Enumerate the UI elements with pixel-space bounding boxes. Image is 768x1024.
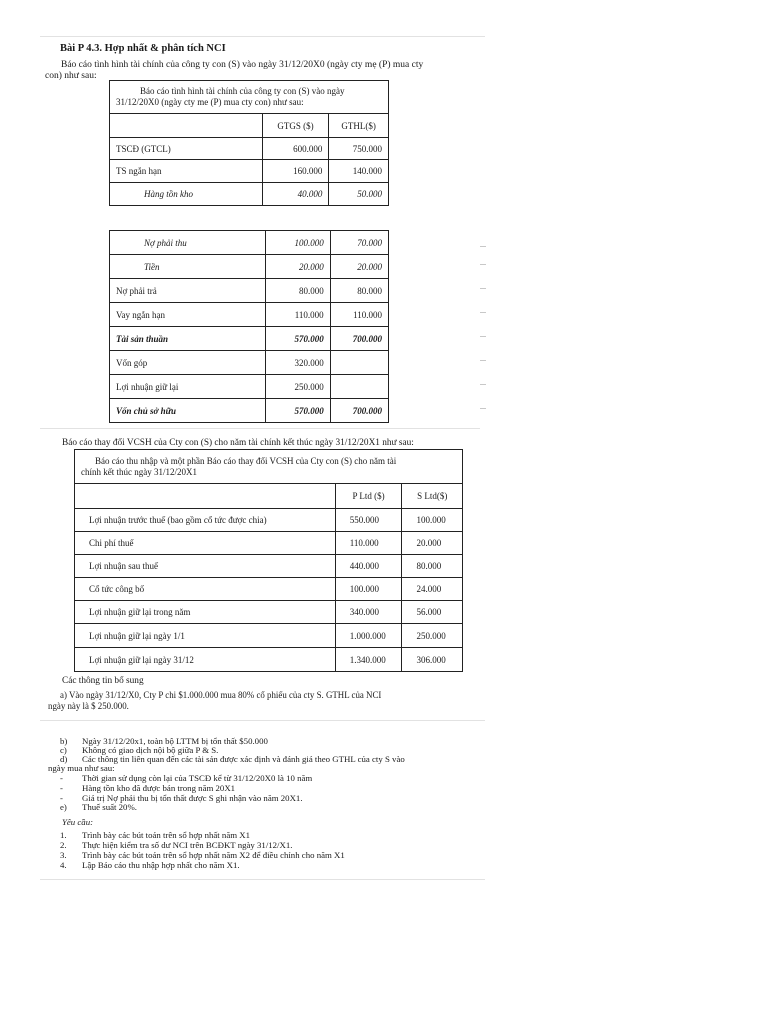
info-a-line1: a) Vào ngày 31/12/X0, Cty P chi $1.000.000 mua 80% cổ phiếu của cty S. GTHL của NCI (60, 690, 382, 700)
list-item (60, 831, 250, 840)
table-cell-gthl: 700.000 (330, 399, 388, 423)
table-cell-s: 250.000 (402, 624, 463, 648)
top-divider (40, 36, 485, 37)
table-cell-p: 110.000 (335, 532, 402, 555)
requirements-heading: Yêu cầu: (62, 817, 94, 827)
table-cell-gthl: 50.000 (329, 183, 389, 206)
table-cell-gtgs: 40.000 (262, 183, 329, 206)
intro-line-1: Báo cáo tình hình tài chính của công ty con (S) vào ngày 31/12/20X0 (ngày cty mẹ (P) mua cty (61, 60, 424, 70)
table-row-label: Lợi nhuận giữ lại ngày 31/12 (75, 648, 336, 672)
margin-mark (480, 336, 486, 337)
table1-header-gtgs: GTGS ($) (262, 114, 329, 138)
table-cell-p: 550.000 (335, 509, 402, 532)
list-marker: 2. (60, 840, 67, 850)
table-cell-gthl: 140.000 (329, 160, 389, 183)
list-text: Không có giao dịch nội bộ giữa P & S. (82, 745, 219, 755)
table-row-label: TS ngắn hạn (110, 160, 263, 183)
table1-caption-line1: Báo cáo tình hình tài chính của công ty con (S) vào ngày (140, 86, 345, 96)
table-row-label: Vốn góp (110, 351, 266, 375)
table-row-label: Tài sản thuần (110, 327, 266, 351)
table-cell-gtgs: 80.000 (265, 279, 330, 303)
margin-mark (480, 408, 486, 409)
list-marker: e) (60, 802, 67, 812)
list-marker: d) (60, 754, 68, 764)
list-text: Thuế suất 20%. (82, 802, 137, 812)
table3-caption-line1: Báo cáo thu nhập và một phần Báo cáo thay đổi VCSH của Cty con (S) cho năm tài (95, 455, 397, 466)
list-text: Ngày 31/12/20x1, toàn bộ LTTM bị tổn thất $50.000 (82, 736, 268, 746)
exercise-title: Bài P 4.3. Hợp nhất & phân tích NCI (60, 43, 226, 54)
list-marker: 4. (60, 860, 67, 870)
list-text: Trình bày các bút toán trên sổ hợp nhất năm X2 để điều chỉnh cho năm X1 (82, 850, 345, 860)
table-row-label: Cổ tức công bố (75, 578, 336, 601)
table-cell-gthl: 750.000 (329, 138, 389, 160)
table-cell-s: 20.000 (402, 532, 463, 555)
list-item (60, 851, 345, 860)
balance-table-part1 (109, 80, 389, 206)
table-row-label: Lợi nhuận sau thuế (75, 555, 336, 578)
table-row-label: Tiền (110, 255, 266, 279)
list-item (60, 841, 292, 850)
table1-header-empty (110, 114, 263, 138)
table1-caption-line2: 31/12/20X0 (ngày cty me (P) mua cty con) như sau: (116, 97, 304, 107)
table-row-label: Vốn chủ sở hữu (110, 399, 266, 423)
table-cell-gthl: 110.000 (330, 303, 388, 327)
table-cell-s: 24.000 (402, 578, 463, 601)
section-divider (40, 428, 480, 429)
table-cell-gtgs: 20.000 (265, 255, 330, 279)
table-cell-gthl: 700.000 (330, 327, 388, 351)
table-row-label: Lợi nhuận giữ lại (110, 375, 266, 399)
list-text: Thời gian sử dụng còn lại của TSCĐ kể từ 31/12/20X0 là 10 năm (82, 773, 313, 783)
table-row-label: Lợi nhuận giữ lại ngày 1/1 (75, 624, 336, 648)
info-heading: Các thông tin bổ sung (62, 676, 144, 686)
margin-mark (480, 312, 486, 313)
table3-header-s: S Ltd($) (402, 484, 463, 509)
list-marker: b) (60, 736, 68, 746)
table3-header-empty (75, 484, 336, 509)
table-row-label: TSCĐ (GTCL) (110, 138, 263, 160)
intro-paragraph (45, 60, 485, 82)
margin-mark (480, 360, 486, 361)
table-cell-gthl (330, 351, 388, 375)
list-text: Giá trị Nợ phải thu bị tổn thất được S ghi nhận vào năm 20X1. (82, 793, 303, 803)
table-cell-gtgs: 100.000 (265, 231, 330, 255)
table-cell-s: 80.000 (402, 555, 463, 578)
table-row-label: Nợ phải trả (110, 279, 266, 303)
table-cell-gtgs: 600.000 (262, 138, 329, 160)
table-row-label: Nợ phải thu (110, 231, 266, 255)
table1-caption (110, 81, 389, 114)
margin-mark (480, 288, 486, 289)
list-text: Trình bày các bút toán trên sổ hợp nhất năm X1 (82, 830, 251, 840)
table-row-label: Chi phí thuế (75, 532, 336, 555)
table-cell-gtgs: 250.000 (265, 375, 330, 399)
list-marker: - (60, 793, 63, 803)
list-marker: c) (60, 745, 67, 755)
table-cell-p: 340.000 (335, 601, 402, 624)
table-cell-gtgs: 570.000 (265, 327, 330, 351)
table-cell-gthl (330, 375, 388, 399)
table-cell-s: 100.000 (402, 509, 463, 532)
list-text: Thực hiện kiểm tra số dư NCI trên BCĐKT ngày 31/12/X1. (82, 840, 293, 850)
table-row-label: Lợi nhuận giữ lại trong năm (75, 601, 336, 624)
list-marker: 1. (60, 830, 67, 840)
table-cell-gthl: 70.000 (330, 231, 388, 255)
section-divider-2 (40, 720, 485, 721)
balance-table-part2 (109, 230, 389, 423)
table-cell-gtgs: 110.000 (265, 303, 330, 327)
intro-line-2: con) như sau: (45, 71, 97, 81)
table-cell-gthl: 20.000 (330, 255, 388, 279)
table-cell-p: 100.000 (335, 578, 402, 601)
table-cell-p: 1.000.000 (335, 624, 402, 648)
table-row-label: Lợi nhuận trước thuế (bao gồm cổ tức được chia) (75, 509, 336, 532)
table-cell-gtgs: 570.000 (265, 399, 330, 423)
margin-mark (480, 246, 486, 247)
income-statement-table (74, 449, 463, 672)
bottom-divider (40, 879, 485, 880)
info-a-line2: ngày này là $ 250.000. (48, 701, 129, 711)
list-item (60, 861, 240, 870)
table-cell-p: 440.000 (335, 555, 402, 578)
list-text: Các thông tin liên quan đến các tài sản được xác định và đánh giá theo GTHL của cty S vào (82, 754, 405, 764)
table-cell-gtgs: 160.000 (262, 160, 329, 183)
margin-mark (480, 264, 486, 265)
margin-mark (480, 384, 486, 385)
list-item (60, 803, 137, 812)
table-cell-s: 306.000 (402, 648, 463, 672)
table1-header-gthl: GTHL($) (329, 114, 389, 138)
list-marker: 3. (60, 850, 67, 860)
list-text: Hàng tồn kho đã được bán trong năm 20X1 (82, 783, 236, 793)
table3-caption-line2: chính kết thúc ngày 31/12/20X1 (81, 466, 197, 477)
table3-header-p: P Ltd ($) (335, 484, 402, 509)
table-cell-gtgs: 320.000 (265, 351, 330, 375)
table3-caption (75, 450, 463, 484)
table-cell-gthl: 80.000 (330, 279, 388, 303)
table-row-label: Hàng tồn kho (110, 183, 263, 206)
table-row-label: Vay ngắn hạn (110, 303, 266, 327)
table-cell-p: 1.340.000 (335, 648, 402, 672)
section2-intro: Báo cáo thay đổi VCSH của Cty con (S) cho năm tài chính kết thúc ngày 31/12/20X1 như sau: (62, 438, 414, 448)
table-cell-s: 56.000 (402, 601, 463, 624)
list-text: Lập Báo cáo thu nhập hợp nhất cho năm X1. (82, 860, 240, 870)
list-item (60, 774, 312, 783)
list-item (60, 784, 235, 793)
list-marker: - (60, 783, 63, 793)
info-d-line2: ngày mua như sau: (48, 763, 115, 773)
list-marker: - (60, 773, 63, 783)
